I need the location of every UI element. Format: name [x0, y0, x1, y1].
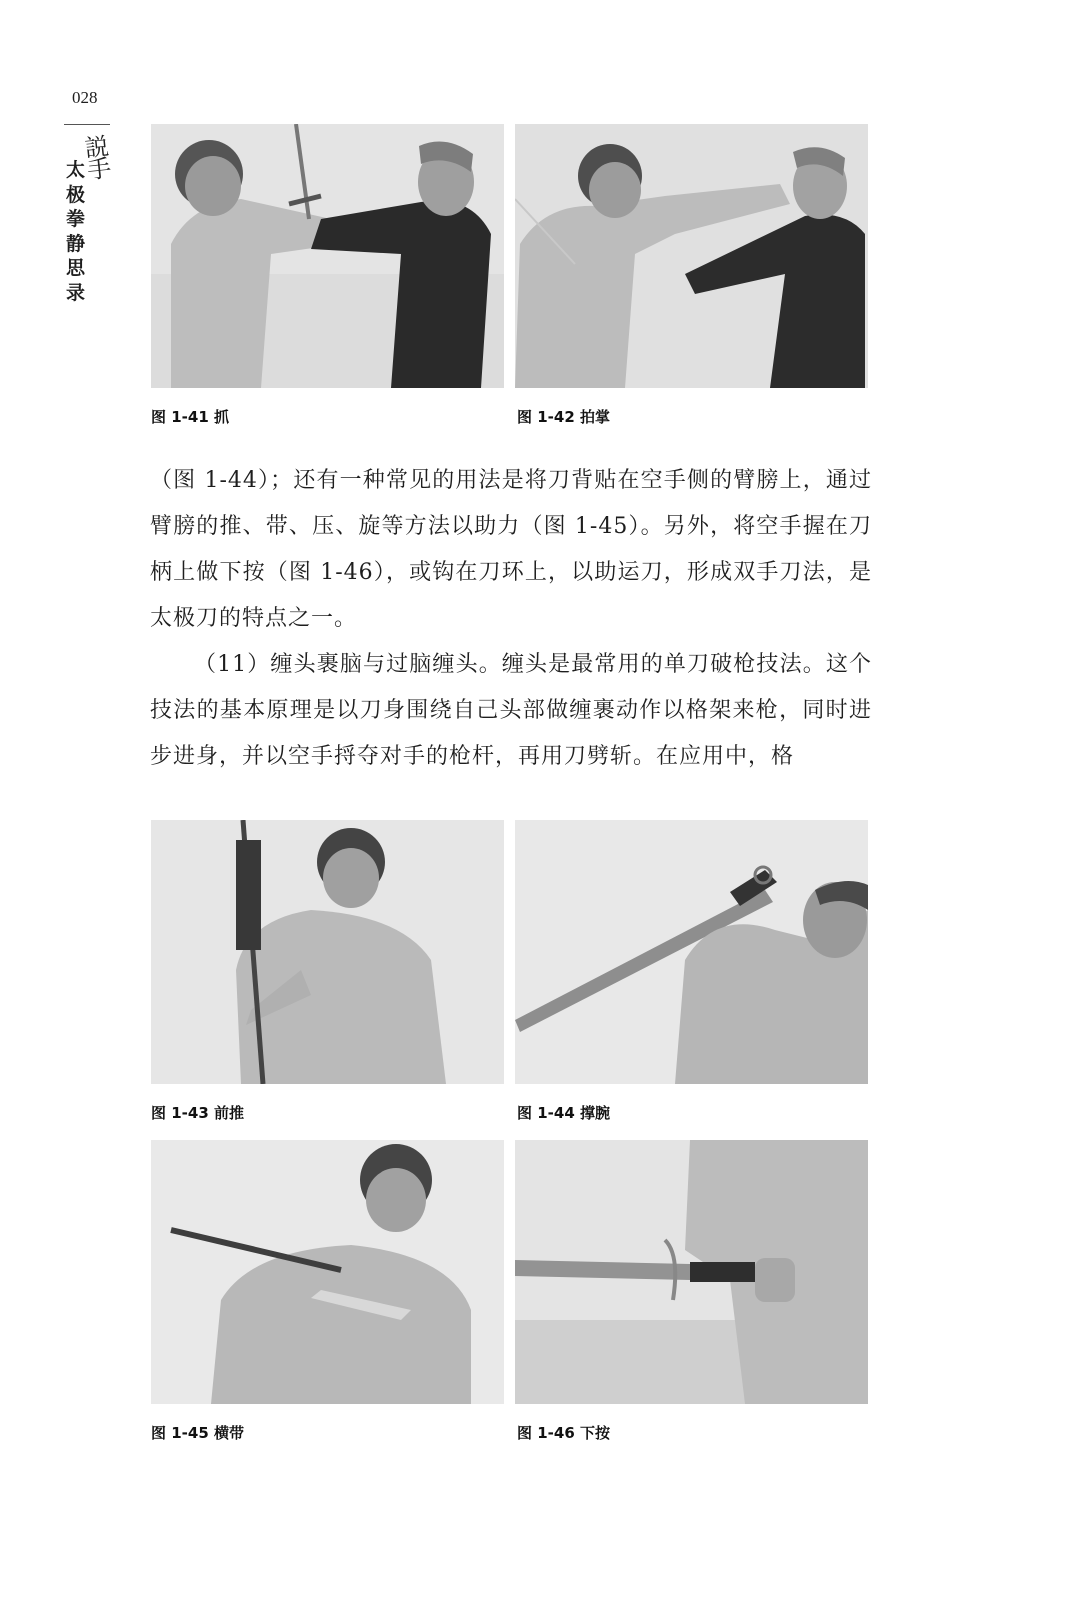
photo-fig-1-43 [151, 820, 504, 1084]
caption-fig-1-43: 图 1-43 前推 [151, 1104, 244, 1122]
caption-fig-1-41: 图 1-41 抓 [151, 408, 229, 426]
side-title [60, 132, 120, 306]
header-rule [64, 124, 110, 125]
book-title: 太极拳静思录 [66, 159, 86, 304]
caption-fig-1-44: 图 1-44 撑腕 [517, 1104, 610, 1122]
paragraph-1: （图 1-44）；还有一种常见的用法是将刀背贴在空手侧的臂膀上，通过臂膀的推、带、压、旋等方法以助力（图 1-45）。另外，将空手握在刀柄上做下按（图 1-46），或钩在刀环上，以助运刀，形成双手刀法，是太极刀的特点之一。 [150, 468, 872, 631]
caption-fig-1-46: 图 1-46 下按 [517, 1424, 610, 1442]
photo-fig-1-46 [515, 1140, 868, 1404]
caption-fig-1-45: 图 1-45 横带 [151, 1424, 244, 1442]
body-text [150, 458, 872, 780]
calligraphy-title: 説手 [83, 132, 113, 185]
photo-fig-1-44 [515, 820, 868, 1084]
page-number: 028 [72, 88, 98, 107]
caption-fig-1-42: 图 1-42 拍掌 [517, 408, 610, 426]
paragraph-2: （11）缠头裹脑与过脑缠头。缠头是最常用的单刀破枪技法。这个技法的基本原理是以刀身围绕自己头部做缠裹动作以格架来枪，同时进步进身，并以空手捋夺对手的枪杆，再用刀劈斩。在应用中，格 [150, 652, 872, 769]
photo-fig-1-41 [151, 124, 504, 388]
photo-fig-1-45 [151, 1140, 504, 1404]
photo-fig-1-42 [515, 124, 868, 388]
